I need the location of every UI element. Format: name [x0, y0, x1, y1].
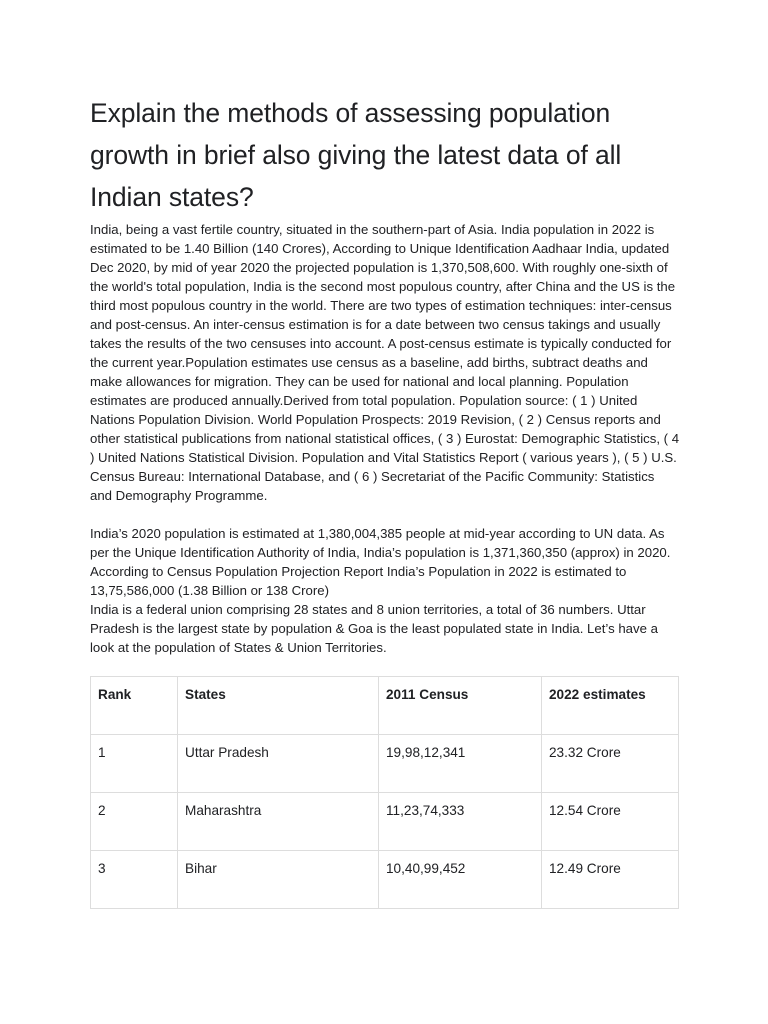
- cell-state: Uttar Pradesh: [178, 735, 379, 793]
- page-title: Explain the methods of assessing population growth in brief also giving the latest data of all Indian states?: [90, 98, 622, 212]
- header-states: States: [178, 677, 379, 735]
- header-rank: Rank: [91, 677, 178, 735]
- cell-2022-estimate: 23.32 Crore: [542, 735, 679, 793]
- states-paragraph: India is a federal union comprising 28 states and 8 union territories, a total of 36 numbers. Uttar Pradesh is the largest state by population & Goa is the least populated state in India. Let’s have a look at the population of States & Union Territories.: [90, 602, 662, 655]
- cell-2022-estimate: 12.49 Crore: [542, 851, 679, 909]
- cell-rank: 1: [91, 735, 178, 793]
- cell-rank: 3: [91, 851, 178, 909]
- cell-2022-estimate: 12.54 Crore: [542, 793, 679, 851]
- header-2022-estimates: 2022 estimates: [542, 677, 679, 735]
- cell-2011-census: 11,23,74,333: [379, 793, 542, 851]
- cell-state: Bihar: [178, 851, 379, 909]
- document-page: [90, 92, 683, 909]
- intro-paragraph: India, being a vast fertile country, situated in the southern-part of Asia. India population in 2022 is estimated to be 1.40 Billion (140 Crores), According to Unique Identification Aadhaar India, updated Dec 2020, by mid of year 2020 the projected population is 1,370,508,600. With roughly one-sixth of the world's total population, India is the second most populous country, after China and the US is the third most populous country in the world. There are two types of estimation techniques: inter-census and post-census. An inter-census estimation is for a date between two census takings and usually takes the results of the two censuses into account. A post-census estimate is typically conducted for the current year.Population estimates use census as a baseline, add births, subtract deaths and make allowances for migration. They can be used for national and local planning. Population estimates are produced annually.Derived from total population. Population source: ( 1 ) United Nations Population Division. World Population Prospects: 2019 Revision, ( 2 ) Census reports and other statistical publications from national statistical offices, ( 3 ) Eurostat: Demographic Statistics, ( 4 ) United Nations Statistical Division. Population and Vital Statistics Report ( various years ), ( 5 ) U.S. Census Bureau: International Database, and ( 6 ) Secretariat of the Pacific Community: Statistics and Demography Programme.: [90, 222, 683, 503]
- paragraph-spacer: [90, 505, 680, 524]
- table-row: [91, 851, 679, 909]
- table-header-row: [91, 677, 679, 735]
- cell-state: Maharashtra: [178, 793, 379, 851]
- cell-rank: 2: [91, 793, 178, 851]
- population-paragraph: India’s 2020 population is estimated at 1,380,004,385 people at mid-year according to UN data. As per the Unique Identification Authority of India, India’s population is 1,371,360,350 (approx) in 2020. According to Census Population Projection Report India’s Population in 2022 is estimated to 13,75,586,000 (1.38 Billion or 138 Crore): [90, 526, 678, 598]
- header-2011-census: 2011 Census: [379, 677, 542, 735]
- table-row: [91, 735, 679, 793]
- cell-2011-census: 10,40,99,452: [379, 851, 542, 909]
- table-row: [91, 793, 679, 851]
- population-table: [90, 676, 679, 909]
- cell-2011-census: 19,98,12,341: [379, 735, 542, 793]
